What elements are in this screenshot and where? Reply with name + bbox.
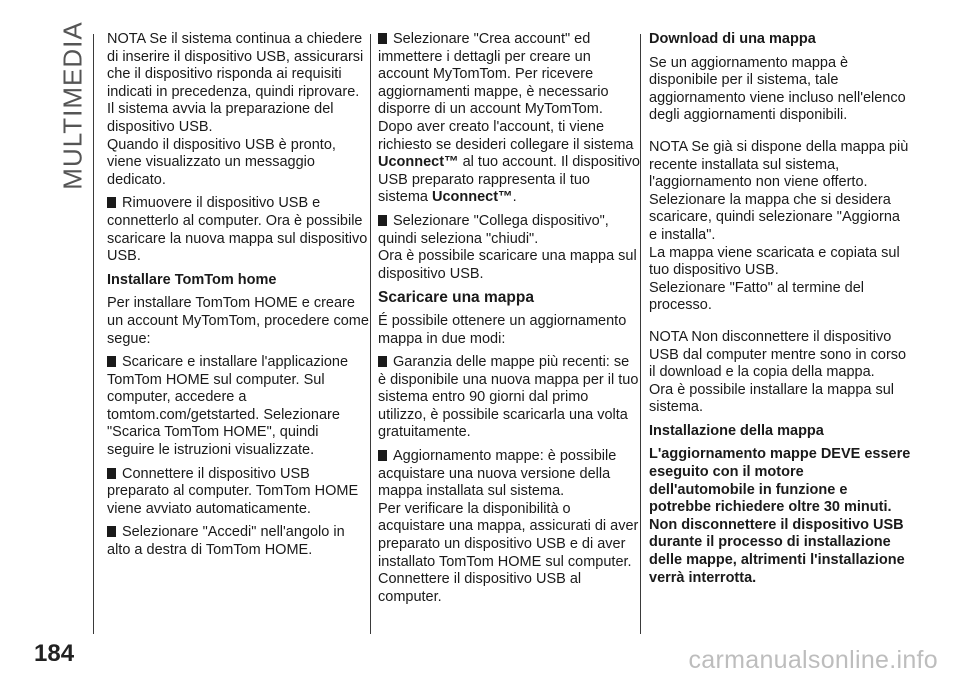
- bullet-square-icon: [378, 450, 387, 461]
- bullet-square-icon: [378, 33, 387, 44]
- paragraph: Selezionare "Fatto" al termine del processo.: [649, 279, 865, 314]
- column-1: [107, 31, 369, 566]
- section-heading: Download di una mappa: [649, 31, 816, 47]
- column-2: [378, 31, 640, 612]
- note-latest-map: NOTA Se già si dispone della mappa più recente installata sul sistema, l'aggiornamento non viene offerto.: [649, 138, 909, 191]
- bullet-item: [378, 213, 640, 248]
- section-side-label: [57, 20, 88, 190]
- column-divider-middle: [370, 34, 371, 634]
- bullet-text: al tuo account. Il dispositivo USB preparato rappresenta il tuo sistema: [378, 154, 640, 206]
- bullet-text: Selezionare "Collega dispositivo", quindi seleziona "chiudi".: [378, 212, 609, 247]
- section-heading: Installazione della mappa: [649, 422, 824, 439]
- bullet-text: Selezionare "Crea account" ed immettere i dettagli per creare un account MyTomTom. Per ricevere aggiornamenti mappe, è necessario disporre di un account MyTomTom. Dopo aver creato l'account, ti viene richiesto se desideri collegare il sistema: [378, 31, 634, 153]
- section-heading: Scaricare una mappa: [378, 289, 534, 307]
- paragraph: É possibile ottenere un aggiornamento mappa in due modi:: [378, 312, 627, 347]
- bullet-item: [107, 354, 369, 460]
- bullet-text: Scaricare e installare l'applicazione TomTom HOME sul computer. Sul computer, accedere a tomtom.com/getstarted. Selezionare "Scarica TomTom HOME", quindi seguire le istruzioni visualizzate.: [107, 354, 349, 459]
- column-divider-left: [93, 34, 94, 634]
- watermark: carmanualsonline.info: [688, 646, 938, 674]
- note-usb-retry: NOTA Se il sistema continua a chiedere di inserire il dispositivo USB, assicurarsi che il dispositivo risponda ai requisiti indicati in precedenza, quindi riprovare. Il sistema avvia la preparazione del dispositivo USB.: [107, 31, 364, 135]
- note-usb-ready: Quando il dispositivo USB è pronto, viene visualizzato un messaggio dedicato.: [107, 136, 336, 188]
- paragraph: Connettere il dispositivo USB al computer.: [378, 571, 582, 605]
- column-divider-right: [640, 34, 641, 634]
- brand-name: Uconnect™: [432, 189, 513, 206]
- bullet-item: [107, 195, 369, 265]
- bullet-square-icon: [107, 526, 116, 537]
- bullet-text: Rimuovere il dispositivo USB e connetterlo al computer. Ora è possibile scaricare la nuova mappa sul dispositivo USB.: [107, 195, 368, 265]
- paragraph: La mappa viene scaricata e copiata sul tuo dispositivo USB.: [649, 244, 900, 279]
- paragraph: Selezionare la mappa che si desidera scaricare, quindi selezionare "Aggiorna e installa".: [649, 191, 900, 243]
- bullet-square-icon: [107, 356, 116, 367]
- bullet-item: [378, 31, 640, 207]
- paragraph: Per installare TomTom HOME e creare un account MyTomTom, procedere come segue:: [107, 295, 369, 347]
- paragraph: Ora è possibile installare la mappa sul sistema.: [649, 381, 895, 416]
- bullet-text: Garanzia delle mappe più recenti: se è disponibile una nuova mappa per il tuo sistema entro 90 giorni dal primo utilizzo, è possibile scaricarla una volta gratuitamente.: [378, 354, 639, 441]
- section-heading: Installare TomTom home: [107, 271, 277, 288]
- bullet-item: [378, 448, 640, 501]
- bullet-square-icon: [107, 468, 116, 479]
- bullet-square-icon: [378, 215, 387, 226]
- warning-text: L'aggiornamento mappe DEVE essere eseguito con il motore dell'automobile in funzione e potrebbe richiedere oltre 30 minuti. Non disconnettere il dispositivo USB durante il processo di installazione delle mappe, altrimenti l'installazione verrà interrotta.: [649, 446, 911, 586]
- paragraph: Ora è possibile scaricare una mappa sul dispositivo USB.: [378, 248, 637, 282]
- bullet-text: Aggiornamento mappe: è possibile acquistare una nuova versione della mappa installata sul sistema.: [378, 448, 617, 500]
- note-do-not-disconnect: NOTA Non disconnettere il dispositivo USB dal computer mentre sono in corso il download e la copia della mappa.: [649, 328, 907, 381]
- paragraph: Se un aggiornamento mappa è disponibile per il sistema, tale aggiornamento viene incluso nell'elenco degli aggiornamenti disponibili.: [649, 54, 906, 124]
- bullet-item: [107, 524, 369, 559]
- bullet-square-icon: [107, 197, 116, 208]
- bullet-item: [378, 354, 640, 442]
- bullet-square-icon: [378, 356, 387, 367]
- bullet-item: [107, 466, 369, 519]
- bullet-text: Connettere il dispositivo USB preparato al computer. TomTom HOME viene avviato automaticamente.: [107, 465, 359, 517]
- section-side-label-text: MULTIMEDIA: [57, 20, 88, 190]
- bullet-text: Selezionare "Accedi" nell'angolo in alto a destra di TomTom HOME.: [107, 524, 345, 559]
- bullet-text: .: [512, 189, 517, 206]
- brand-name: Uconnect™: [378, 154, 459, 171]
- column-3: [649, 31, 911, 593]
- paragraph: Per verificare la disponibilità o acquistare una mappa, assicurati di aver preparato un dispositivo USB e di aver installato TomTom HOME sul computer.: [378, 500, 639, 570]
- page-number: 184: [34, 640, 75, 667]
